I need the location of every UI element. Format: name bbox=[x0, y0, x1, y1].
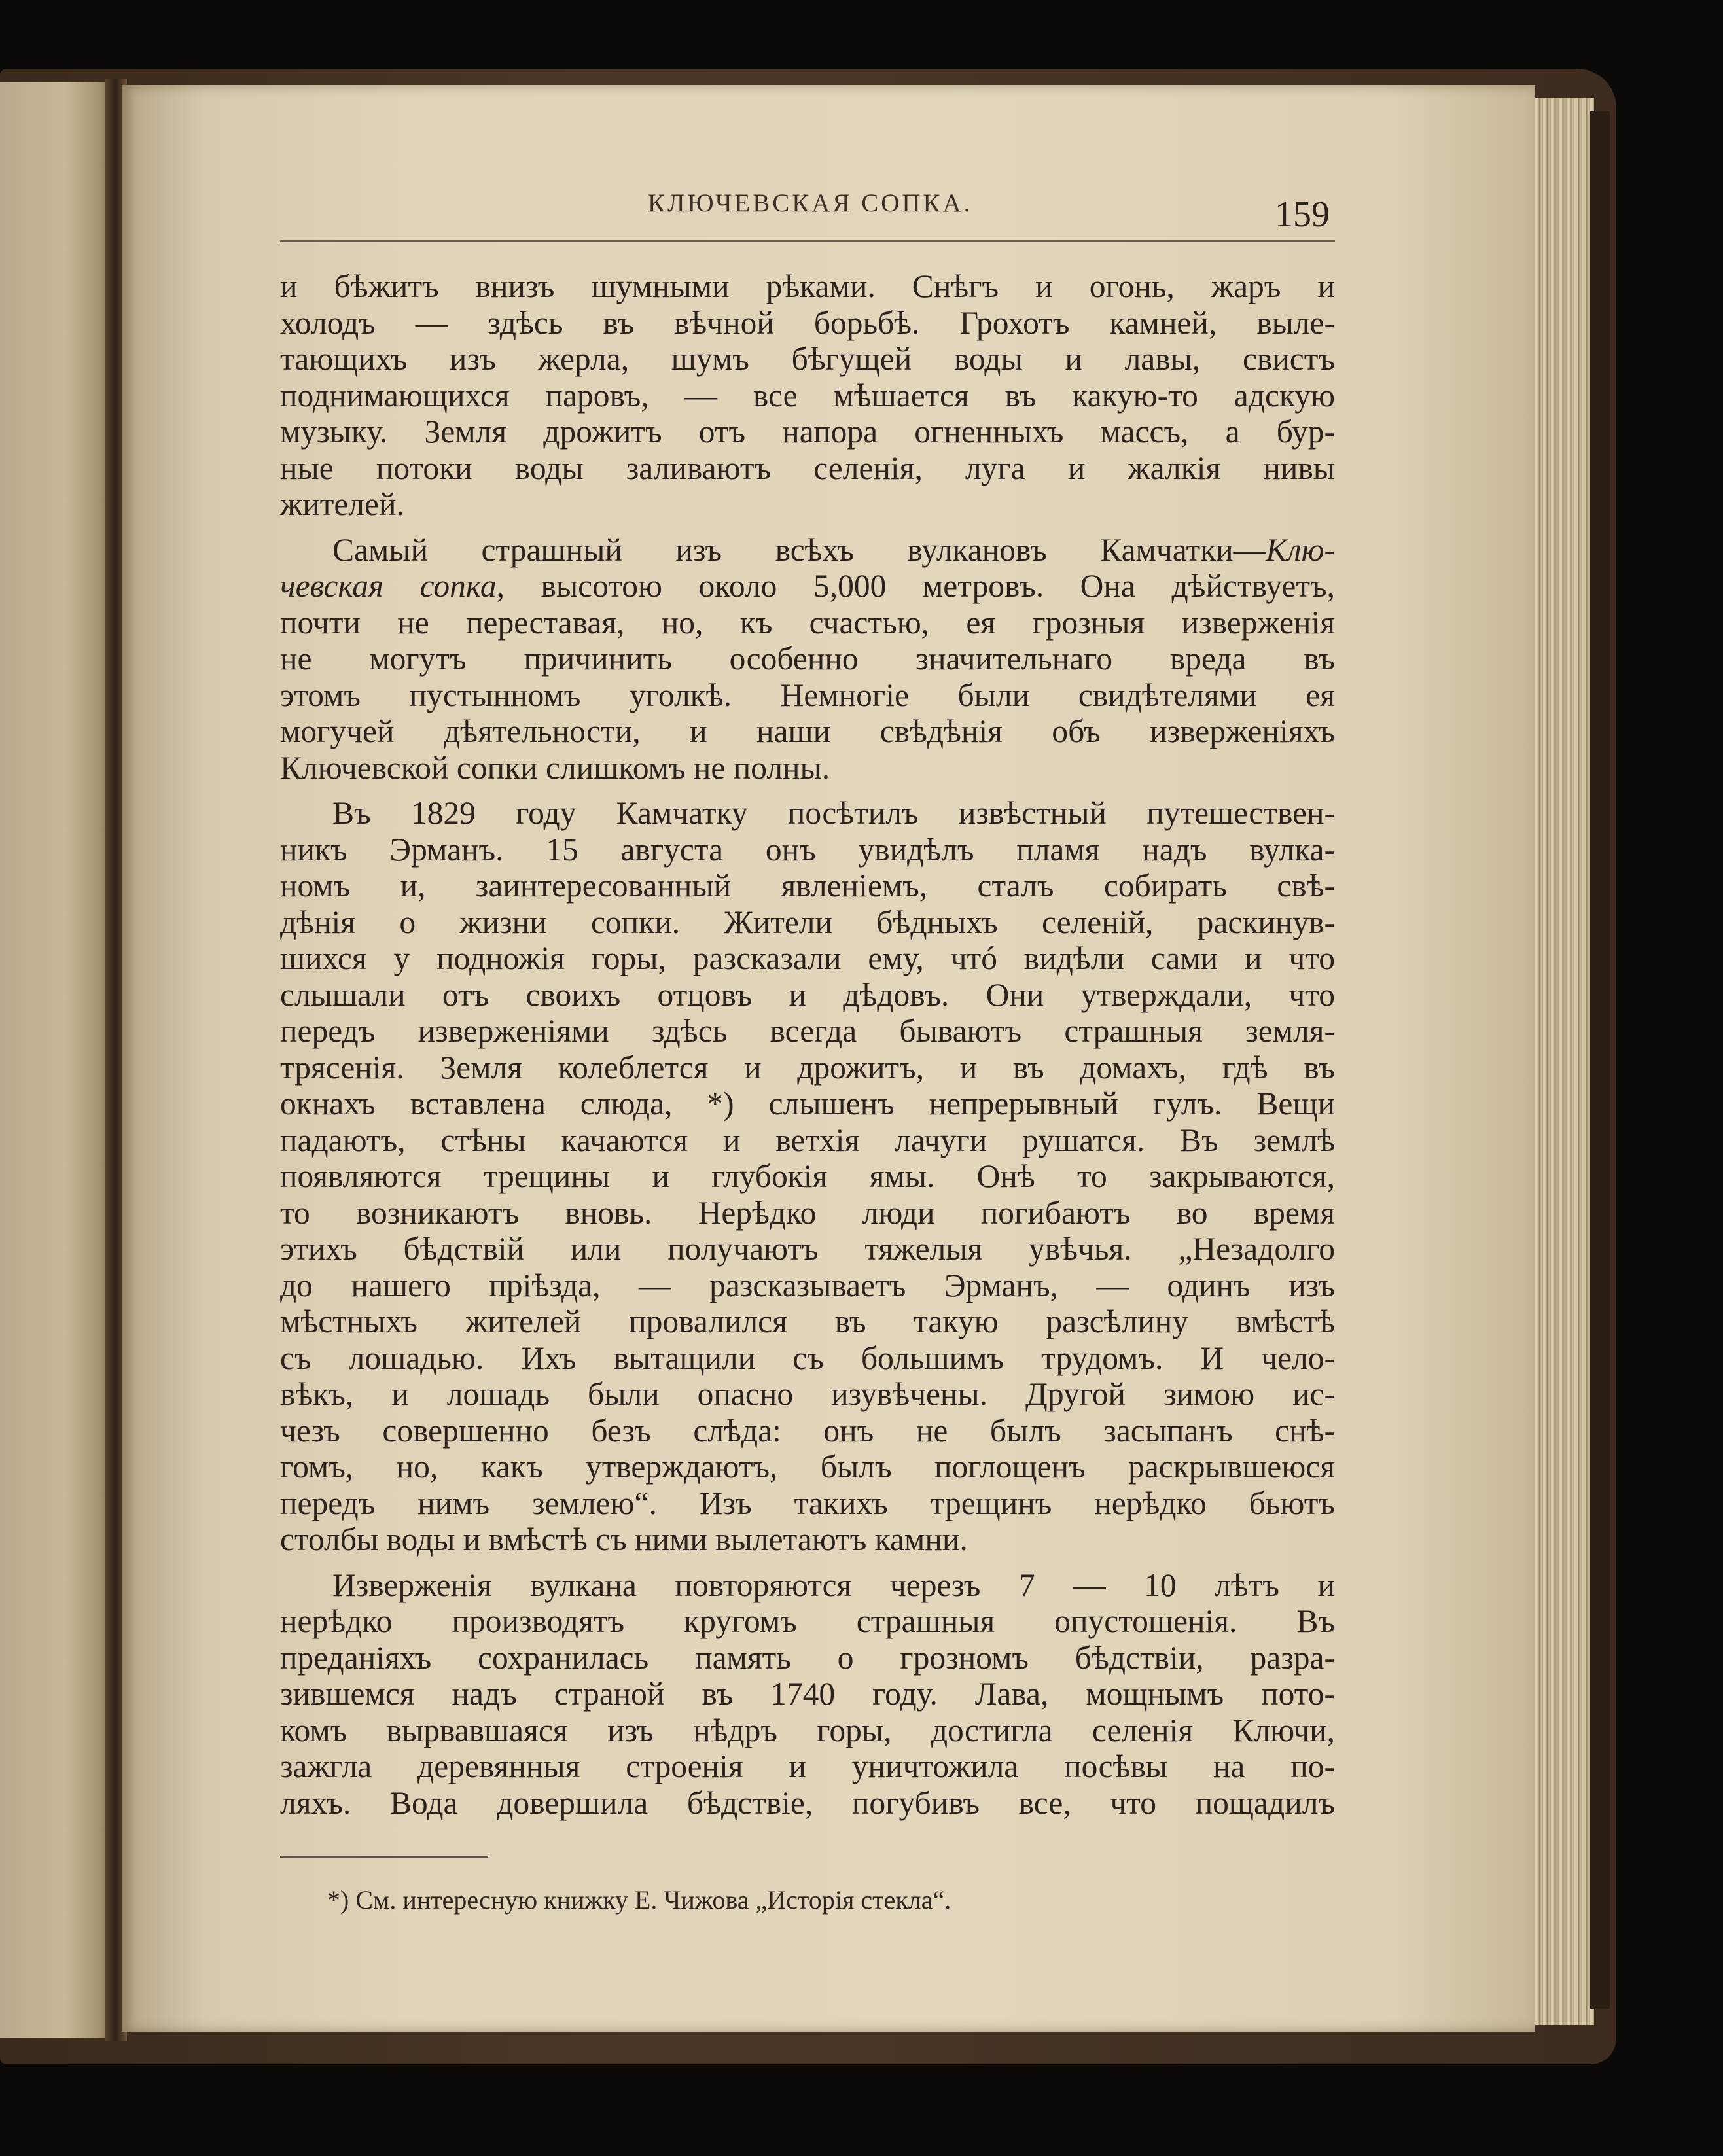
italic-text: Клю- bbox=[1266, 531, 1335, 568]
footnote-text: См. интересную книжку Е. Чижова „Исторія стекла“. bbox=[355, 1885, 951, 1915]
text-line: ные потоки воды заливаютъ селенія, луга и жалкія нивы bbox=[280, 450, 1335, 486]
cover-edge bbox=[1590, 111, 1610, 2009]
text-line: никъ Эрманъ. 15 августа онъ увидѣлъ пламя надъ вулка- bbox=[280, 831, 1335, 868]
text-line: и бѣжитъ внизъ шумными рѣками. Снѣгъ и огонь, жаръ и bbox=[280, 268, 1335, 304]
paragraph-4 bbox=[280, 1567, 1335, 1822]
text-line bbox=[280, 568, 1335, 605]
footnote-rule bbox=[280, 1856, 488, 1858]
text-line: до нашего пріѣзда, — разсказываетъ Эрманъ, — одинъ изъ bbox=[280, 1267, 1335, 1303]
text-line: ляхъ. Вода довершила бѣдствіе, погубивъ все, что пощадилъ bbox=[280, 1784, 1335, 1821]
text-line: трясенія. Земля колеблется и дрожитъ, и въ домахъ, гдѣ въ bbox=[280, 1049, 1335, 1086]
text-line: передъ нимъ землею“. Изъ такихъ трещинъ нерѣдко бьютъ bbox=[280, 1485, 1335, 1521]
text-line: то возникаютъ вновь. Нерѣдко люди погибаютъ во время bbox=[280, 1194, 1335, 1231]
text-span: Самый страшный изъ всѣхъ вулкановъ Камчатки— bbox=[332, 531, 1266, 568]
text-line: Ключевской сопки слишкомъ не полны. bbox=[280, 749, 830, 786]
text-line: мѣстныхъ жителей провалился въ такую разсѣлину вмѣстѣ bbox=[280, 1303, 1335, 1339]
text-line: слышали отъ своихъ отцовъ и дѣдовъ. Они утверждали, что bbox=[280, 976, 1335, 1013]
text-line: преданіяхъ сохранилась память о грозномъ бѣдствіи, разра- bbox=[280, 1639, 1335, 1676]
text-span: , высотою около 5,000 метровъ. Она дѣйствуетъ, bbox=[496, 568, 1335, 604]
text-line: вѣкъ, и лошадь были опасно изувѣчены. Другой зимою ис- bbox=[280, 1376, 1335, 1412]
text-line: зажгла деревянныя строенія и уничтожила посѣвы на по- bbox=[280, 1748, 1335, 1784]
text-line: могучей дѣятельности, и наши свѣдѣнія объ изверженіяхъ bbox=[280, 713, 1335, 749]
left-page-edge bbox=[0, 82, 116, 2038]
text-line: Изверженія вулкана повторяются черезъ 7 — 10 лѣтъ и bbox=[332, 1566, 1335, 1603]
text-line: столбы воды и вмѣстѣ съ ними вылетаютъ камни. bbox=[280, 1521, 968, 1557]
header-rule bbox=[280, 240, 1335, 242]
text-line bbox=[280, 532, 1335, 569]
text-line: холодъ — здѣсь въ вѣчной борьбѣ. Грохотъ камней, выле- bbox=[280, 304, 1335, 341]
text-line: нерѣдко производятъ кругомъ страшныя опустошенія. Въ bbox=[280, 1603, 1335, 1639]
text-line: почти не переставая, но, къ счастью, ея грозныя изверженія bbox=[280, 604, 1335, 641]
text-line: съ лошадью. Ихъ вытащили съ большимъ трудомъ. И чело- bbox=[280, 1339, 1335, 1376]
text-line: чезъ совершенно безъ слѣда: онъ не былъ засыпанъ снѣ- bbox=[280, 1412, 1335, 1449]
text-line: номъ и, заинтересованный явленіемъ, сталъ собирать свѣ- bbox=[280, 868, 1335, 904]
footnote bbox=[327, 1884, 951, 1915]
text-line: Въ 1829 году Камчатку посѣтилъ извѣстный путешествен- bbox=[332, 795, 1335, 831]
text-line: зившемся надъ страной въ 1740 году. Лава, мощнымъ пото- bbox=[280, 1676, 1335, 1712]
italic-text: чевская сопка bbox=[280, 568, 497, 604]
text-line: окнахъ вставлена слюда, *) слышенъ непрерывный гулъ. Вещи bbox=[280, 1086, 1335, 1122]
text-line: тающихъ изъ жерла, шумъ бѣгущей воды и лавы, свистъ bbox=[280, 341, 1335, 377]
text-line: этихъ бѣдствій или получаютъ тяжелыя увѣчья. „Незадолго bbox=[280, 1231, 1335, 1267]
text-line: дѣнія о жизни сопки. Жители бѣдныхъ селеній, раскинув- bbox=[280, 904, 1335, 940]
page-block-edges bbox=[1535, 98, 1594, 2025]
text-line: шихся у подножія горы, разсказали ему, чтó видѣли сами и что bbox=[280, 940, 1335, 976]
text-line: передъ изверженіями здѣсь всегда бываютъ страшныя земля- bbox=[280, 1013, 1335, 1049]
body-text bbox=[280, 268, 1335, 1830]
text-line: комъ вырвавшаяся изъ нѣдръ горы, достигла селенія Ключи, bbox=[280, 1712, 1335, 1748]
footnote-marker: *) bbox=[327, 1885, 349, 1915]
text-line: жителей. bbox=[280, 486, 404, 522]
paragraph-3 bbox=[280, 795, 1335, 1558]
text-line: не могутъ причинить особенно значительнаго вреда въ bbox=[280, 641, 1335, 677]
paragraph-2 bbox=[280, 532, 1335, 786]
text-line: поднимающихся паровъ, — все мѣшается въ какую-то адскую bbox=[280, 377, 1335, 414]
text-line: гомъ, но, какъ утверждаютъ, былъ поглощенъ раскрывшеюся bbox=[280, 1449, 1335, 1485]
paragraph-1 bbox=[280, 268, 1335, 523]
running-header-title: КЛЮЧЕВСКАЯ СОПКА. bbox=[648, 189, 973, 217]
page-number: 159 bbox=[1275, 194, 1330, 235]
text-line: музыку. Земля дрожитъ отъ напора огненныхъ массъ, а бур- bbox=[280, 414, 1335, 450]
text-line: появляются трещины и глубокія ямы. Онѣ то закрываются, bbox=[280, 1158, 1335, 1194]
text-line: падаютъ, стѣны качаются и ветхія лачуги рушатся. Въ землѣ bbox=[280, 1122, 1335, 1158]
text-line: этомъ пустынномъ уголкѣ. Немногіе были свидѣтелями ея bbox=[280, 677, 1335, 713]
